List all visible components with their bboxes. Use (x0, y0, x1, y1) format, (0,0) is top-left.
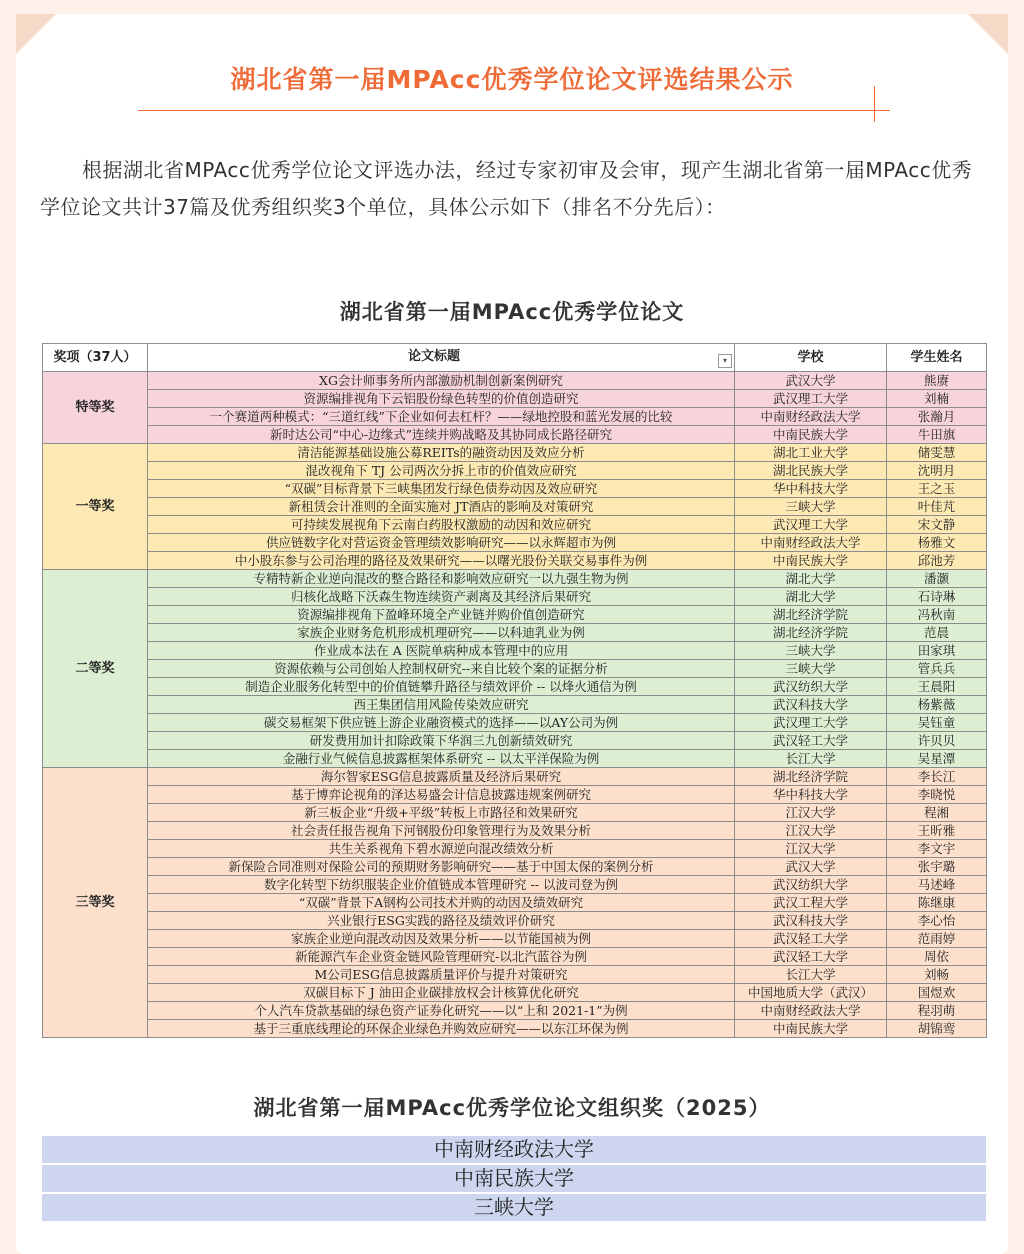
org-award-row (42, 1164, 986, 1193)
school-cell: 湖北大学 (735, 588, 887, 606)
school-cell: 中南民族大学 (735, 426, 887, 444)
table-row (43, 930, 987, 948)
school-cell: 湖北经济学院 (735, 606, 887, 624)
school-cell: 武汉轻工大学 (735, 948, 887, 966)
table-row (43, 570, 987, 588)
table-row (43, 768, 987, 786)
table-row (43, 948, 987, 966)
school-cell: 长江大学 (735, 750, 887, 768)
school-cell: 三峡大学 (735, 642, 887, 660)
school-cell: 湖北工业大学 (735, 444, 887, 462)
thesis-title-cell: 数字化转型下纺织服装企业价值链成本管理研究 -- 以波司登为例 (148, 876, 735, 894)
school-cell: 武汉大学 (735, 858, 887, 876)
table-row (43, 678, 987, 696)
school-cell: 中南财经政法大学 (735, 408, 887, 426)
table-row (43, 390, 987, 408)
thesis-title-cell: 一个赛道两种模式：“三道红线”下企业如何去杠杆？——绿地控股和蓝光发展的比较 (148, 408, 735, 426)
theses-table-body (43, 372, 987, 1038)
thesis-title-cell: “双碳”目标背景下三峡集团发行绿色债券动因及效应研究 (148, 480, 735, 498)
school-cell: 江汉大学 (735, 840, 887, 858)
thesis-title-cell: 基于博弈论视角的泽达易盛会计信息披露违规案例研究 (148, 786, 735, 804)
school-cell: 华中科技大学 (735, 480, 887, 498)
page-title: 湖北省第一届MPAcc优秀学位论文评选结果公示 (230, 65, 794, 94)
thesis-title-cell: 资源编排视角下云铝股份绿色转型的价值创造研究 (148, 390, 735, 408)
student-name-cell: 范晨 (887, 624, 987, 642)
thesis-title-cell: 兴业银行ESG实践的路径及绩效评价研究 (148, 912, 735, 930)
school-cell: 中国地质大学（武汉） (735, 984, 887, 1002)
student-name-cell: 李晓悦 (887, 786, 987, 804)
thesis-title-cell: 金融行业气候信息披露框架体系研究 -- 以太平洋保险为例 (148, 750, 735, 768)
thesis-title-cell: 中小股东参与公司治理的路径及效果研究——以曙光股份关联交易事件为例 (148, 552, 735, 570)
thesis-title-cell: 碳交易框架下供应链上游企业融资模式的选择——以AY公司为例 (148, 714, 735, 732)
table-row (43, 606, 987, 624)
table-row (43, 408, 987, 426)
award-category: 特等奖 (43, 372, 148, 444)
table-row (43, 624, 987, 642)
school-cell: 武汉轻工大学 (735, 930, 887, 948)
thesis-title-cell: 新能源汽车企业资金链风险管理研究-以北汽蓝谷为例 (148, 948, 735, 966)
table-row (43, 660, 987, 678)
table-row (43, 552, 987, 570)
school-cell: 中南财经政法大学 (735, 1002, 887, 1020)
school-cell: 湖北经济学院 (735, 624, 887, 642)
title-vertical-mark (874, 86, 875, 122)
thesis-title-cell: 个人汽车贷款基础的绿色资产证券化研究——以“上和 2021-1”为例 (148, 1002, 735, 1020)
school-cell: 武汉科技大学 (735, 696, 887, 714)
table-row (43, 480, 987, 498)
org-award-table (42, 1136, 986, 1223)
table-row (43, 876, 987, 894)
student-name-cell: 石诗琳 (887, 588, 987, 606)
col-header-student: 学生姓名 (887, 344, 987, 372)
student-name-cell: 李心怡 (887, 912, 987, 930)
table-row (43, 966, 987, 984)
thesis-title-cell: 家族企业财务危机形成机理研究——以科迪乳业为例 (148, 624, 735, 642)
theses-table (42, 343, 987, 1038)
student-name-cell: 王晨阳 (887, 678, 987, 696)
thesis-title-cell: 研发费用加计扣除政策下华润三九创新绩效研究 (148, 732, 735, 750)
student-name-cell: 李长江 (887, 768, 987, 786)
table-row (43, 1002, 987, 1020)
school-cell: 武汉科技大学 (735, 912, 887, 930)
thesis-title-cell: “双碳”背景下A钢构公司技术并购的动因及绩效研究 (148, 894, 735, 912)
school-cell: 中南财经政法大学 (735, 534, 887, 552)
school-cell: 武汉理工大学 (735, 516, 887, 534)
student-name-cell: 吴星潭 (887, 750, 987, 768)
org-award-unit: 中南财经政法大学 (42, 1136, 986, 1164)
school-cell: 华中科技大学 (735, 786, 887, 804)
school-cell: 三峡大学 (735, 498, 887, 516)
table-row (43, 858, 987, 876)
filter-dropdown-icon[interactable]: ▾ (718, 354, 732, 368)
table-row (43, 840, 987, 858)
org-award-title: 湖北省第一届MPAcc优秀学位论文组织奖（2025） (253, 1096, 771, 1120)
student-name-cell: 程羽萌 (887, 1002, 987, 1020)
school-cell: 湖北经济学院 (735, 768, 887, 786)
student-name-cell: 胡锦鸾 (887, 1020, 987, 1038)
corner-decoration (968, 14, 1008, 54)
school-cell: 江汉大学 (735, 804, 887, 822)
table-row (43, 984, 987, 1002)
thesis-title-cell: 海尔智家ESG信息披露质量及经济后果研究 (148, 768, 735, 786)
table-row (43, 372, 987, 390)
student-name-cell: 范雨婷 (887, 930, 987, 948)
thesis-title-cell: 资源依赖与公司创始人控制权研究--来自比较个案的证据分析 (148, 660, 735, 678)
thesis-title-cell: 可持续发展视角下云南白药股权激励的动因和效应研究 (148, 516, 735, 534)
student-name-cell: 马述峰 (887, 876, 987, 894)
table-row (43, 534, 987, 552)
student-name-cell: 管兵兵 (887, 660, 987, 678)
table-row (43, 822, 987, 840)
thesis-title-cell: 双碳目标下 J 油田企业碳排放权会计核算优化研究 (148, 984, 735, 1002)
student-name-cell: 张瀚月 (887, 408, 987, 426)
thesis-title-cell: 作业成本法在 A 医院单病种成本管理中的应用 (148, 642, 735, 660)
thesis-title-cell: 资源编排视角下盈峰环境全产业链并购价值创造研究 (148, 606, 735, 624)
school-cell: 湖北大学 (735, 570, 887, 588)
school-cell: 武汉工程大学 (735, 894, 887, 912)
student-name-cell: 沈明月 (887, 462, 987, 480)
student-name-cell: 许贝贝 (887, 732, 987, 750)
student-name-cell: 牛田旗 (887, 426, 987, 444)
student-name-cell: 杨紫薇 (887, 696, 987, 714)
table-row (43, 426, 987, 444)
table-row (43, 732, 987, 750)
student-name-cell: 刘畅 (887, 966, 987, 984)
student-name-cell: 田家琪 (887, 642, 987, 660)
student-name-cell: 国煜欢 (887, 984, 987, 1002)
school-cell: 中南民族大学 (735, 1020, 887, 1038)
school-cell: 武汉纺织大学 (735, 876, 887, 894)
table-row (43, 516, 987, 534)
thesis-title-cell: 基于三重底线理论的环保企业绿色并购效应研究——以东江环保为例 (148, 1020, 735, 1038)
table-row (43, 894, 987, 912)
thesis-title-cell: 新租赁会计准则的全面实施对 JT酒店的影响及对策研究 (148, 498, 735, 516)
student-name-cell: 叶佳芃 (887, 498, 987, 516)
table-row (43, 444, 987, 462)
student-name-cell: 邱池芳 (887, 552, 987, 570)
award-category: 二等奖 (43, 570, 148, 768)
table-row (43, 498, 987, 516)
thesis-title-cell: M公司ESG信息披露质量评价与提升对策研究 (148, 966, 735, 984)
org-award-body (42, 1136, 986, 1222)
table-row (43, 588, 987, 606)
thesis-title-cell: 混改视角下 TJ 公司两次分拆上市的价值效应研究 (148, 462, 735, 480)
table-row (43, 714, 987, 732)
col-header-school: 学校 (735, 344, 887, 372)
thesis-title-cell: 供应链数字化对营运资金管理绩效影响研究——以永辉超市为例 (148, 534, 735, 552)
school-cell: 武汉纺织大学 (735, 678, 887, 696)
org-award-row (42, 1136, 986, 1164)
student-name-cell: 熊赓 (887, 372, 987, 390)
col-header-title[interactable]: 论文标题 ▾ (148, 344, 735, 372)
school-cell: 江汉大学 (735, 822, 887, 840)
thesis-title-cell: 制造企业服务化转型中的价值链攀升路径与绩效评价 -- 以烽火通信为例 (148, 678, 735, 696)
student-name-cell: 王之玉 (887, 480, 987, 498)
theses-section-title: 湖北省第一届MPAcc优秀学位论文 (339, 300, 685, 324)
student-name-cell: 吴钰童 (887, 714, 987, 732)
school-cell: 湖北民族大学 (735, 462, 887, 480)
thesis-title-cell: 新三板企业“升级+平级”转板上市路径和效果研究 (148, 804, 735, 822)
table-header-row (43, 344, 987, 372)
award-category: 三等奖 (43, 768, 148, 1038)
corner-decoration (16, 14, 56, 54)
thesis-title-cell: 专精特新企业逆向混改的整合路径和影响效应研究一以九强生物为例 (148, 570, 735, 588)
student-name-cell: 储雯慧 (887, 444, 987, 462)
table-row (43, 804, 987, 822)
student-name-cell: 程湘 (887, 804, 987, 822)
student-name-cell: 王昕雅 (887, 822, 987, 840)
table-row (43, 1020, 987, 1038)
student-name-cell: 杨雅文 (887, 534, 987, 552)
student-name-cell: 冯秋南 (887, 606, 987, 624)
thesis-title-cell: 家族企业逆向混改动因及效果分析——以节能国祯为例 (148, 930, 735, 948)
thesis-title-cell: 归核化战略下沃森生物连续资产剥离及其经济后果研究 (148, 588, 735, 606)
student-name-cell: 宋文静 (887, 516, 987, 534)
table-row (43, 912, 987, 930)
school-cell: 武汉理工大学 (735, 714, 887, 732)
table-row (43, 642, 987, 660)
title-underline (138, 110, 890, 111)
school-cell: 中南民族大学 (735, 552, 887, 570)
org-award-row (42, 1193, 986, 1222)
org-award-unit: 三峡大学 (42, 1193, 986, 1222)
award-category: 一等奖 (43, 444, 148, 570)
student-name-cell: 李文宇 (887, 840, 987, 858)
student-name-cell: 陈继康 (887, 894, 987, 912)
student-name-cell: 刘楠 (887, 390, 987, 408)
table-row (43, 750, 987, 768)
thesis-title-cell: 新时达公司“中心-边缘式”连续并购战略及其协同成长路径研究 (148, 426, 735, 444)
table-row (43, 786, 987, 804)
student-name-cell: 潘灏 (887, 570, 987, 588)
thesis-title-cell: 共生关系视角下碧水源逆向混改绩效分析 (148, 840, 735, 858)
thesis-title-cell: 新保险合同准则对保险公司的预期财务影响研究——基于中国太保的案例分析 (148, 858, 735, 876)
school-cell: 武汉理工大学 (735, 390, 887, 408)
school-cell: 长江大学 (735, 966, 887, 984)
student-name-cell: 周依 (887, 948, 987, 966)
col-header-award: 奖项（37人） (43, 344, 148, 372)
org-award-unit: 中南民族大学 (42, 1164, 986, 1193)
intro-paragraph: 根据湖北省MPAcc优秀学位论文评选办法，经过专家初审及会审，现产生湖北省第一届MPAcc优秀学位论文共计37篇及优秀组织奖3个单位，具体公示如下（排名不分先后）： (40, 158, 973, 219)
thesis-title-cell: 清洁能源基础设施公募REITs的融资动因及效应分析 (148, 444, 735, 462)
thesis-title-cell: XG会计师事务所内部激励机制创新案例研究 (148, 372, 735, 390)
school-cell: 三峡大学 (735, 660, 887, 678)
student-name-cell: 张宇璐 (887, 858, 987, 876)
school-cell: 武汉大学 (735, 372, 887, 390)
school-cell: 武汉轻工大学 (735, 732, 887, 750)
thesis-title-cell: 西王集团信用风险传染效应研究 (148, 696, 735, 714)
table-row (43, 696, 987, 714)
table-row (43, 462, 987, 480)
thesis-title-cell: 社会责任报告视角下河钢股份印象管理行为及效果分析 (148, 822, 735, 840)
